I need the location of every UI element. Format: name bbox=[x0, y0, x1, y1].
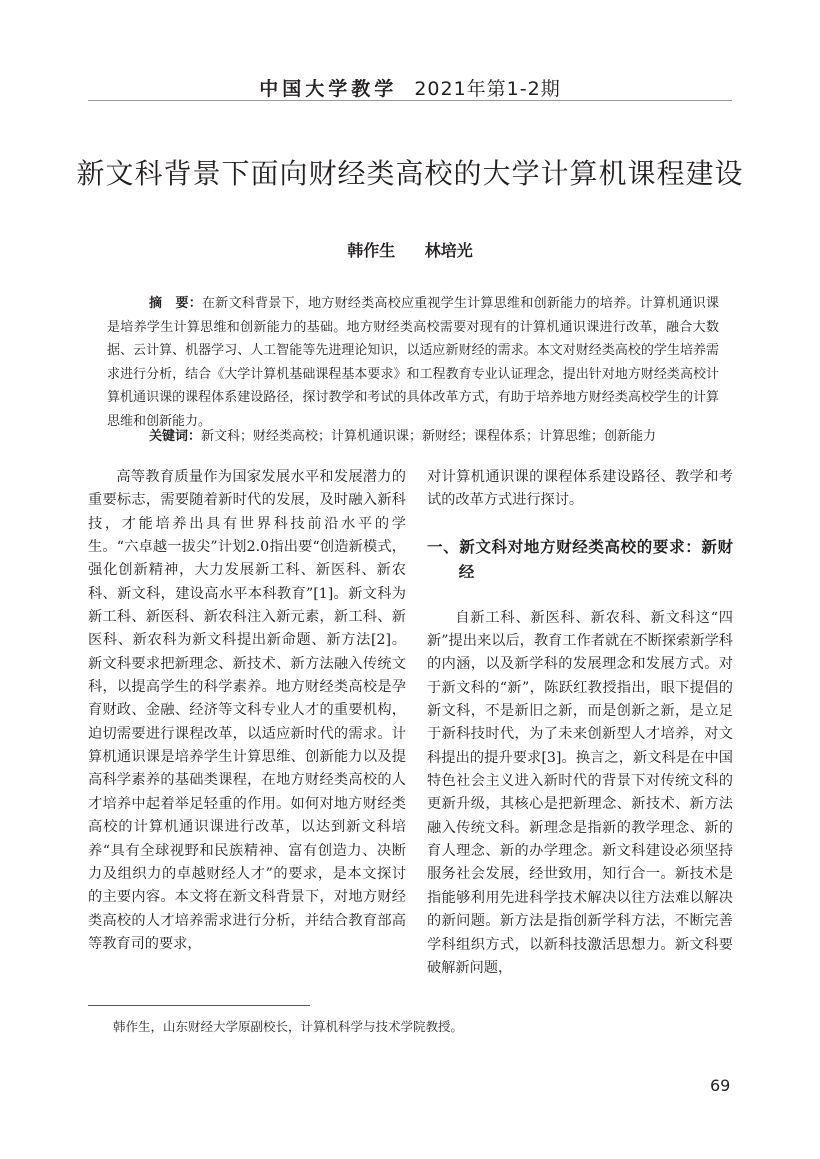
body-paragraph: 自新工科、新医科、新农科、新文科这“四新”提出来以后，教育工作者就在不断探索新学科的内涵，以及新学科的发展理念和发展方式。对于新文科的“新”，陈跃红教授指出，眼下提倡的新文科，不是新旧之新，而是创新之新，是立足于新科技时代，为了未来创新型人才培养，对文科提出的提升要求[3]。换言之，新文科是在中国特色社会主义进入新时代的背景下对传统文科的更新升级，其核心是把新理念、新技术、新方法融入传统文科。新理念是指新的教学理念、新的育人理念、新的办学理念。新文科建设必须坚持服务社会发展，经世致用，知行合一。新技术是指能够利用先进科学技术解决以往方法难以解决的新问题。新方法是指创新学科方法，不断完善学科组织方式，以新科技激活思想力。新文科要破解新问题， bbox=[427, 609, 733, 976]
page-number: 69 bbox=[710, 1076, 731, 1095]
body-paragraph-continuation: 对计算机通识课的课程体系建设路径、教学和考试的改革方式进行探讨。 bbox=[427, 469, 733, 509]
journal-name: 中国大学教学 bbox=[259, 78, 398, 100]
issue-number: 2021年第1-2期 bbox=[414, 78, 561, 100]
author-name: 韩作生 bbox=[347, 241, 396, 260]
abstract-text: 在新文科背景下，地方财经类高校应重视学生计算思维和创新能力的培养。计算机通识课是培养学生计算思维和创新能力的基础。地方财经类高校需要对现有的计算机通识课进行改革，融合大数据、云计算、机器学习、人工智能等先进理论知识，以适应新财经的需求。本文对财经类高校的学生培养需求进行分析，结合《大学计算机基础课程基本要求》和工程教育专业认证理念，提出针对地方财经类高校计算机通识课的课程体系建设路径，探讨教学和考试的具体改革方式，有助于培养地方财经类高校学生的计算思维和创新能力。 bbox=[107, 296, 719, 429]
keywords-label: 关键词： bbox=[149, 429, 202, 444]
author-name: 林培光 bbox=[424, 241, 473, 260]
running-header bbox=[0, 74, 820, 101]
header-rule bbox=[88, 100, 732, 101]
keywords-text: 新文科；财经类高校；计算机通识课；新财经；课程体系；计算思维；创新能力 bbox=[201, 429, 657, 444]
body-column-right bbox=[427, 466, 733, 980]
footnote-rule bbox=[88, 1005, 310, 1006]
body-paragraph: 高等教育质量作为国家发展水平和发展潜力的重要标志，需要随着新时代的发展，及时融入新科技，才能培养出具有世界科技前沿水平的学生。“六卓越一拔尖”计划2.0指出要“创造新模式，强化创新精神，大力发展新工科、新医科、新农科、新文科，建设高水平本科教育”[1]。新文科为新工科、新医科、新农科注入新元素，新工科、新医科、新农科为新文科提出新命题、新方法[2]。新文科要求把新理念、新技术、新方法融入传统文科，以提高学生的科学素养。地方财经类高校是孕育财政、金融、经济等文科专业人才的重要机构，迫切需要进行课程改革，以适应新时代的需求。计算机通识课是培养学生计算思维、创新能力以及提高科学素养的基础类课程，在地方财经类高校的人才培养中起着举足轻重的作用。如何对地方财经类高校的计算机通识课进行改革，以达到新文科培养“具有全球视野和民族精神、富有创造力、决断力及组织力的卓越财经人才”的要求，是本文探讨的主要内容。本文将在新文科背景下，对地方财经类高校的人才培养需求进行分析，并结合教育部高等教育司的要求， bbox=[88, 469, 406, 952]
abstract-label: 摘 要： bbox=[149, 296, 203, 311]
abstract bbox=[107, 292, 719, 433]
footnote: 韩作生，山东财经大学原副校长，计算机科学与技术学院教授。 bbox=[113, 1019, 464, 1034]
keywords bbox=[149, 426, 729, 448]
article-title: 新文科背景下面向财经类高校的大学计算机课程建设 bbox=[76, 157, 744, 190]
section-heading: 一、新文科对地方财经类高校的要求：新财经 bbox=[427, 537, 733, 581]
author-list bbox=[0, 238, 820, 261]
body-column-left bbox=[88, 466, 406, 956]
